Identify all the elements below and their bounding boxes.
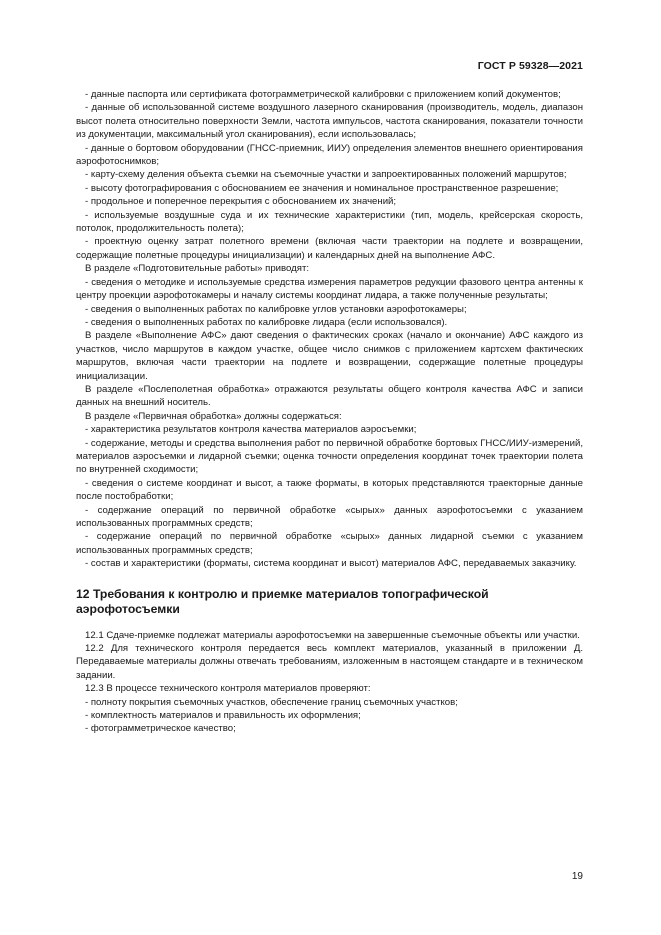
paragraph: В разделе «Послеполетная обработка» отражаются результаты общего контроля качества АФС и записи данных на внешний носитель. xyxy=(76,383,583,409)
list-item: - продольное и поперечное перекрытия с обоснованием их значений; xyxy=(85,196,397,208)
list-item: - комплектность материалов и правильность их оформления; xyxy=(85,710,361,722)
list-item: - сведения о выполненных работах по калибровке углов установки аэрофотокамеры; xyxy=(85,303,467,315)
list-item: - полноту покрытия съемочных участков, обеспечение границ съемочных участков; xyxy=(85,696,458,708)
list-item: - содержание, методы и средства выполнения работ по первичной обработке бортовых ГНСС/ИИУ-измерений, материалов аэросъемки и лидарной съемки; оценка точности определения координат точек траектории полета по внутренней сходимости; xyxy=(76,437,583,476)
list-item: - содержание операций по первичной обработке «сырых» данных аэрофотосъемки с указанием использованных программных средств; xyxy=(76,504,583,529)
paragraph: 12.2 Для технического контроля передается весь комплект материалов, указанный в приложении Д. Передаваемые материалы должны отвечать требованиям, изложенным в настоящем стандарте и в техническом задании. xyxy=(76,643,583,681)
list-item: - содержание операций по первичной обработке «сырых» данных лидарной съемки с указанием использованных программных средств; xyxy=(76,531,583,556)
list-item: - сведения о системе координат и высот, а также форматы, в которых представляются траекторные данные после постобработки; xyxy=(76,477,583,503)
page-number: 19 xyxy=(571,871,583,882)
paragraph: 12.1 Сдаче-приемке подлежат материалы аэрофотосъемки на завершенные съемочные объекты или участки. xyxy=(85,629,580,641)
paragraph: 12.3 В процессе технического контроля материалов проверяют: xyxy=(85,683,371,695)
paragraph: В разделе «Первичная обработка» должны содержаться: xyxy=(85,410,342,422)
list-item: - данные о бортовом оборудовании (ГНСС-приемник, ИИУ) определения элементов внешнего ориентирования аэрофотоснимков; xyxy=(76,142,583,168)
list-item: - характеристика результатов контроля качества материалов аэросъемки; xyxy=(85,424,417,436)
list-item: - данные паспорта или сертификата фотограмметрической калибровки с приложением копий документов; xyxy=(85,89,561,100)
list-item: - сведения о методике и используемые средства измерения параметров редукции фазового центра антенны к центру проекции аэрофотокамеры и началу системы координат лидара, а также полученные результаты; xyxy=(76,276,583,302)
list-item: - используемые воздушные суда и их технические характеристики (тип, модель, крейсерская скорость, потолок, продолжительность полета); xyxy=(76,209,583,235)
page-body xyxy=(76,88,583,736)
list-item: - проектную оценку затрат полетного времени (включая части траектории на подлете и возвращении, содержащие полетные процедуры инициализации) и календарных дней на выполнение АФС. xyxy=(76,236,583,261)
list-item: - состав и характеристики (форматы, система координат и высот) материалов АФС, передаваемых заказчику. xyxy=(85,558,577,570)
list-item: - фотограмметрическое качество; xyxy=(85,723,236,735)
list-item: - карту-схему деления объекта съемки на съемочные участки и запроектированных положений маршрутов; xyxy=(85,169,567,181)
list-item: - высоту фотографирования с обоснованием ее значения и номинальное пространственное разрешение; xyxy=(85,182,559,194)
paragraph: В разделе «Подготовительные работы» приводят: xyxy=(85,263,310,275)
section-heading: 12 Требования к контролю и приемке материалов топографической аэрофотосъемки xyxy=(76,586,489,617)
list-item: - данные об использованной системе воздушного лазерного сканирования (производитель, модель, диапазон высот полета относительно поверхности Земли, частота импульсов, частота сканирования, показатели точности из документации, максимальный угол сканирования), если использовалась; xyxy=(76,102,583,141)
document-standard-number: ГОСТ Р 59328—2021 xyxy=(477,60,583,72)
paragraph: В разделе «Выполнение АФС» дают сведения о фактических сроках (начало и окончание) АФС каждого из участков, число маршрутов в каждом участке, общее число снимков с приложением картсхем фактических маршрутов, включая части траектории на подлете и возвращении, содержащие полетные процедуры инициализации. xyxy=(76,330,583,382)
list-item: - сведения о выполненных работах по калибровке лидара (если использовался). xyxy=(85,316,448,328)
